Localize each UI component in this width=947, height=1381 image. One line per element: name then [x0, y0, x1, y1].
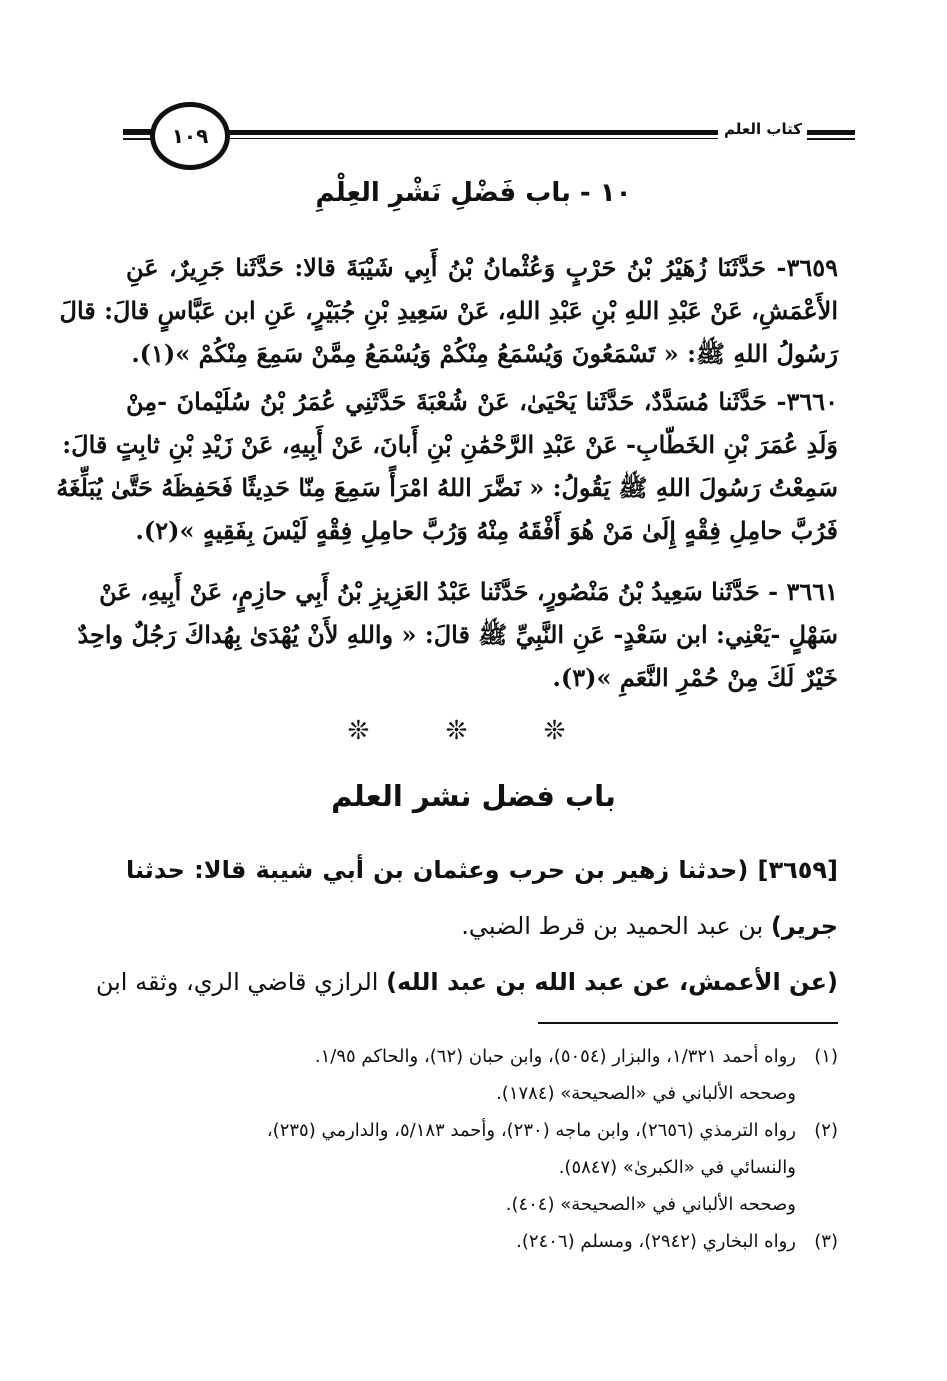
hadith-line: ٣٦٥٩- حَدَّثَنَا زُهَيْرُ بْنُ حَرْبٍ وَعُثْمانُ بْنُ أَبِي شَيْبَةَ قالا: حَدَّثَنا جَرِيرٌ، عَنِ — [126, 253, 838, 282]
hadith-line: خَيْرٌ لَكَ مِنْ حُمْرِ النَّعَمِ »(٣). — [552, 663, 838, 692]
footnote-line: رواه الترمذي (٢٦٥٦)، وابن ماجه (٢٣٠)، وأحمد ٥/١٨٣، والدارمي (٢٣٥)، — [266, 1120, 796, 1141]
chapter-title: ١٠ - باب فَضْلِ نَشْرِ العِلْمِ — [315, 178, 632, 208]
header-rule — [807, 130, 855, 135]
page-number-text: ١٠٩ — [171, 124, 209, 148]
commentary-line — [126, 898, 838, 954]
footnote-line: وصححه الألباني في «الصحيحة» (١٧٨٤). — [496, 1083, 796, 1104]
footnote — [140, 1112, 838, 1223]
commentary — [95, 842, 838, 1010]
hadith-3661 — [77, 570, 838, 699]
commentary-line — [126, 842, 838, 898]
footnote — [140, 1223, 838, 1260]
header-rule — [807, 138, 855, 140]
hadith-3660 — [56, 380, 838, 552]
hadith-line: سَمِعْتُ رَسُولَ اللهِ ﷺ يَقُولُ: « نَضَّرَ اللهُ امْرَأً سَمِعَ مِنّا حَدِيثًا فَحَفِظَهُ حَتَّىٰ يُبَلِّغَهُ — [56, 473, 838, 502]
section-title: باب فضل نشر العلم — [331, 779, 616, 813]
hadith-line: وَلَدِ عُمَرَ بْنِ الخَطّابِ- عَنْ عَبْدِ الرَّحْمَٰنِ بْنِ أَبانَ، عَنْ أَبِيهِ، عَنْ زَيْدِ بْنِ ثابِتٍ قالَ: — [62, 430, 838, 459]
footnote-line: رواه أحمد ١/٣٢١، والبزار (٥٠٥٤)، وابن حبان (٦٢)، والحاكم ١/٩٥. — [314, 1046, 796, 1067]
quoted-text: [٣٦٥٩] (حدثنا زهير بن حرب وعثمان بن أبي شيبة قالا: حدثنا — [126, 856, 838, 884]
footnote-line: وصححه الألباني في «الصحيحة» (٤٠٤). — [505, 1194, 796, 1215]
hadith-line: فَرُبَّ حامِلِ فِقْهٍ إِلَىٰ مَنْ هُوَ أَفْقَهُ مِنْهُ وَرُبَّ حامِلِ فِقْهٍ لَيْسَ بِفَقِيهٍ »(٢). — [135, 516, 838, 545]
hadith-3659 — [59, 246, 838, 375]
quoted-text: (عن الأعمش، عن عبد الله بن عبد الله) — [386, 968, 838, 996]
footnote-divider — [538, 1022, 838, 1024]
section-separator: ❊ ❊ ❊ — [347, 716, 600, 746]
footnote — [140, 1038, 838, 1112]
page-number — [150, 102, 230, 170]
footnote-line: والنسائي في «الكبرىٰ» (٥٨٤٧). — [558, 1157, 796, 1178]
header-rule — [223, 138, 718, 139]
footnotes — [140, 1038, 838, 1260]
hadith-line: رَسُولُ اللهِ ﷺ: « تَسْمَعُونَ وَيُسْمَعُ مِنْكُمْ وَيُسْمَعُ مِمَّنْ سَمِعَ مِنْكُمْ »(١). — [131, 339, 838, 368]
page-header — [95, 96, 855, 176]
quoted-text: جرير) — [770, 912, 838, 940]
footnote-number: (١) — [814, 1046, 838, 1067]
explanation-text: الرازي قاضي الري، وثقه ابن — [95, 968, 387, 996]
running-title: كتاب العلم — [724, 120, 802, 138]
hadith-line: سَهْلٍ -يَعْنِي: ابن سَعْدٍ- عَنِ النَّبِيِّ ﷺ قالَ: « واللهِ لأَنْ يُهْدَىٰ بِهُداكَ رَجُلٌ واحِدٌ — [77, 620, 838, 649]
footnote-line: رواه البخاري (٢٩٤٢)، ومسلم (٢٤٠٦). — [516, 1231, 796, 1252]
hadith-line: ٣٦٦١ - حَدَّثَنا سَعِيدُ بْنُ مَنْصُورٍ، حَدَّثَنا عَبْدُ العَزِيزِ بْنُ أَبِي حازِمٍ، عَنْ أَبِيهِ، عَنْ — [99, 577, 838, 606]
footnote-number: (٢) — [814, 1120, 838, 1141]
explanation-text: بن عبد الحميد بن قرط الضبي. — [461, 912, 771, 940]
hadith-line: ٣٦٦٠- حَدَّثَنا مُسَدَّدٌ، حَدَّثَنا يَحْيَىٰ، عَنْ شُعْبَةَ حَدَّثَنِي عُمَرُ بْنُ سُلَيْمانَ -مِنْ — [126, 387, 838, 416]
header-rule — [223, 130, 718, 135]
hadith-line: الأَعْمَشِ، عَنْ عَبْدِ اللهِ بْنِ عَبْدِ اللهِ، عَنْ سَعِيدِ بْنِ جُبَيْرٍ، عَنِ ابن عَبَّاسٍ قالَ: قالَ — [59, 296, 838, 325]
commentary-line — [95, 954, 838, 1010]
footnote-number: (٣) — [814, 1231, 838, 1252]
